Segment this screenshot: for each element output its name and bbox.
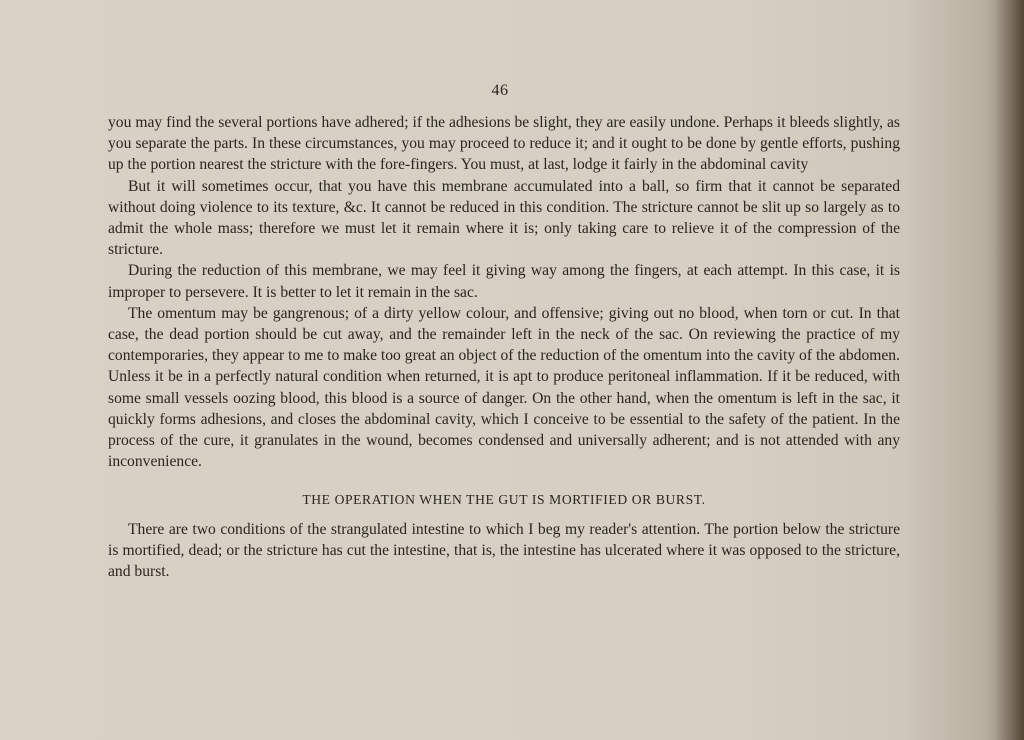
section-heading: THE OPERATION WHEN THE GUT IS MORTIFIED OR BURST.	[302, 492, 706, 508]
paragraph-continuation: you may find the several portions have adhered; if the adhesions be slight, they are easily undone. Perhaps it bleeds slightly, as you separate the parts. In these circumstances, you may proceed to reduce it; and it ought to be done by gentle efforts, pushing up the portion nearest the stricture with the fore-fingers. You must, at last, lodge it fairly in the abdominal cavity	[108, 114, 900, 174]
paragraph-omentum-gangrenous: The omentum may be gangrenous; of a dirty yellow colour, and offensive; giving out no blood, when torn or cut. In that case, the dead portion should be cut away, and the remainder left in the neck of the sac. On reviewing the practice of my contemporaries, they appear to me to make too great an object of the reduction of the omentum into the cavity of the abdomen. Unless it be in a perfectly natural condition when returned, it is apt to produce peritoneal inflammation. If it be reduced, with some small vessels oozing blood, this blood is a source of danger. On the other hand, when the omentum is left in the sac, it quickly forms adhesions, and closes the abdominal cavity, which I conceive to be essential to the safety of the patient. In the process of the cure, it granulates in the wound, becomes condensed and universally adherent; and is not attended with any inconvenience.	[108, 304, 900, 471]
paragraph-reduction: During the reduction of this membrane, we may feel it giving way among the fingers, at each attempt. In this case, it is improper to persevere. It is better to let it remain in the sac.	[108, 262, 900, 301]
body-text	[108, 112, 900, 582]
book-spine-shadow	[994, 0, 1024, 740]
page-number: 46	[491, 82, 509, 99]
paragraph-membrane-ball: But it will sometimes occur, that you have this membrane accumulated into a ball, so firm that it cannot be separated without doing violence to its texture, &c. It cannot be reduced in this condition. The stricture cannot be slit up so largely as to admit the whole mass; therefore we must let it remain where it is; only taking care to relieve it of the compression of the stricture.	[108, 177, 900, 259]
paragraph-strangulated-intestine: There are two conditions of the strangulated intestine to which I beg my reader's attention. The portion below the stricture is mortified, dead; or the stricture has cut the intestine, that is, the intestine has ulcerated where it was opposed to the stricture, and burst.	[108, 520, 900, 581]
